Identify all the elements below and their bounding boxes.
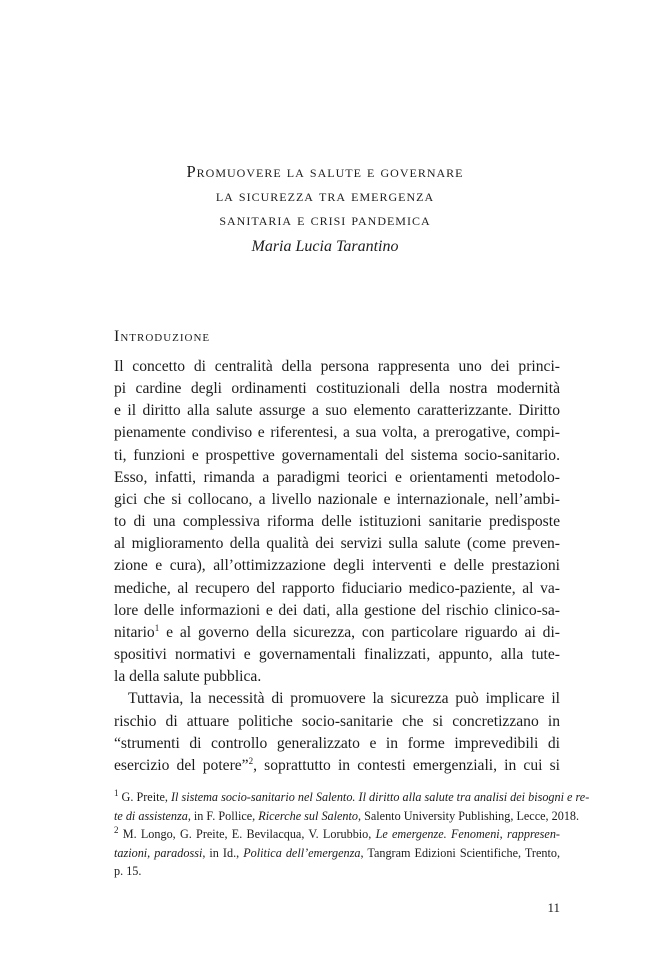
body-line: Esso, infatti, rimanda a paradigmi teorici e orientamenti metodolo- (114, 468, 560, 486)
text-span: , in Id., (202, 845, 244, 860)
body-line: al miglioramento della qualità dei servizi sulla salute (come preven- (114, 535, 560, 553)
body-line: spositivi normativi e governamentali finalizzati, appunto, alla tute- (114, 646, 560, 664)
body-text (114, 356, 560, 777)
body-line: la della salute pubblica. (114, 668, 262, 686)
body-line: Il concetto di centralità della persona rappresenta uno dei princi- (114, 358, 560, 375)
body-line: rischio di attuare politiche socio-sanitarie che si concretizzano in (114, 712, 560, 730)
chapter-title-line-3: sanitaria e crisi pandemica (219, 210, 431, 229)
body-line: zione e cura), all’ottimizzazione degli interventi e delle prestazioni (114, 557, 560, 575)
italic-title: Ricerche sul Salento (258, 808, 359, 823)
italic-title: te di assistenza (114, 808, 188, 823)
body-line-paragraph-start: Tuttavia, la necessità di promuovere la sicurezza può implicare il (128, 690, 560, 708)
body-line: “strumenti di controllo generalizzato e in forme imprevedibili di (114, 734, 560, 752)
text-span: M. Longo, G. Preite, E. Bevilacqua, V. Lorubbio, (118, 827, 376, 841)
footnote-2-line-1 (114, 825, 560, 844)
body-line: e il diritto alla salute assurge a suo elemento caratterizzante. Diritto (114, 402, 560, 420)
italic-title: Le emergenze. Fenomeni, rappresen- (375, 827, 560, 841)
footnote-1-line-1 (114, 787, 590, 807)
italic-title: Politica dell’emergenza (243, 845, 361, 860)
italic-title: Il sistema socio-sanitario nel Salento. Il diritto alla salute tra analisi dei bisogni e re- (170, 790, 590, 804)
body-line: ti, funzioni e prospettive governamentali del sistema socio-sanitario. (114, 446, 560, 464)
body-line: mediche, al recupero del rapporto fiduciario medico-paziente, al va- (114, 579, 560, 597)
text-span: esercizio del potere” (114, 756, 249, 774)
body-line: to di una complessiva riforma delle istituzioni sanitarie predisposte (114, 513, 560, 531)
text-span: , soprattutto in contesti emergenziali, in cui si (253, 756, 560, 774)
chapter-title-line-1: Promuovere la salute e governare (186, 162, 464, 181)
footnote-number: 2 (114, 824, 119, 835)
body-line: pi cardine degli ordinamenti costituzionali della nostra modernità (114, 380, 560, 398)
footnote-number: 1 (114, 787, 119, 798)
footnote-2-line-3: p. 15. (114, 864, 142, 878)
footnote-2-line-2 (114, 844, 560, 863)
footnote-ref-2[interactable]: 2 (248, 755, 254, 766)
text-span: , Tangram Edizioni Scientifiche, Trento, (360, 845, 560, 860)
text-span: nitario (114, 623, 155, 641)
footnote-1-line-2 (114, 807, 580, 826)
text-span: G. Preite, (118, 790, 171, 804)
text-span: e al governo della sicurezza, con particolare riguardo ai di- (159, 623, 560, 641)
italic-title: tazioni, paradossi (114, 845, 203, 860)
text-span: , Salento University Publishing, Lecce, 2018. (358, 808, 580, 823)
body-line-with-footnote-ref (114, 755, 560, 777)
chapter-title-block (0, 160, 650, 260)
page-number: 11 (547, 900, 560, 915)
footnotes (114, 787, 590, 881)
footnote-ref-1[interactable]: 1 (154, 622, 160, 633)
body-line: lore delle informazioni e dei dati, alla gestione del rischio clinico-sa- (114, 601, 560, 619)
text-span: , in F. Pollice, (187, 808, 259, 823)
section-heading: Introduzione (114, 328, 211, 345)
body-line: gici che si collocano, a livello nazionale e internazionale, nell’ambi- (114, 490, 560, 508)
chapter-title-line-2: la sicurezza tra emergenza (215, 186, 435, 205)
body-line: pienamente condiviso e riferentesi, a sua volta, a prerogative, compi- (114, 424, 560, 442)
body-line-with-footnote-ref (114, 622, 560, 644)
author-name: Maria Lucia Tarantino (251, 238, 399, 255)
